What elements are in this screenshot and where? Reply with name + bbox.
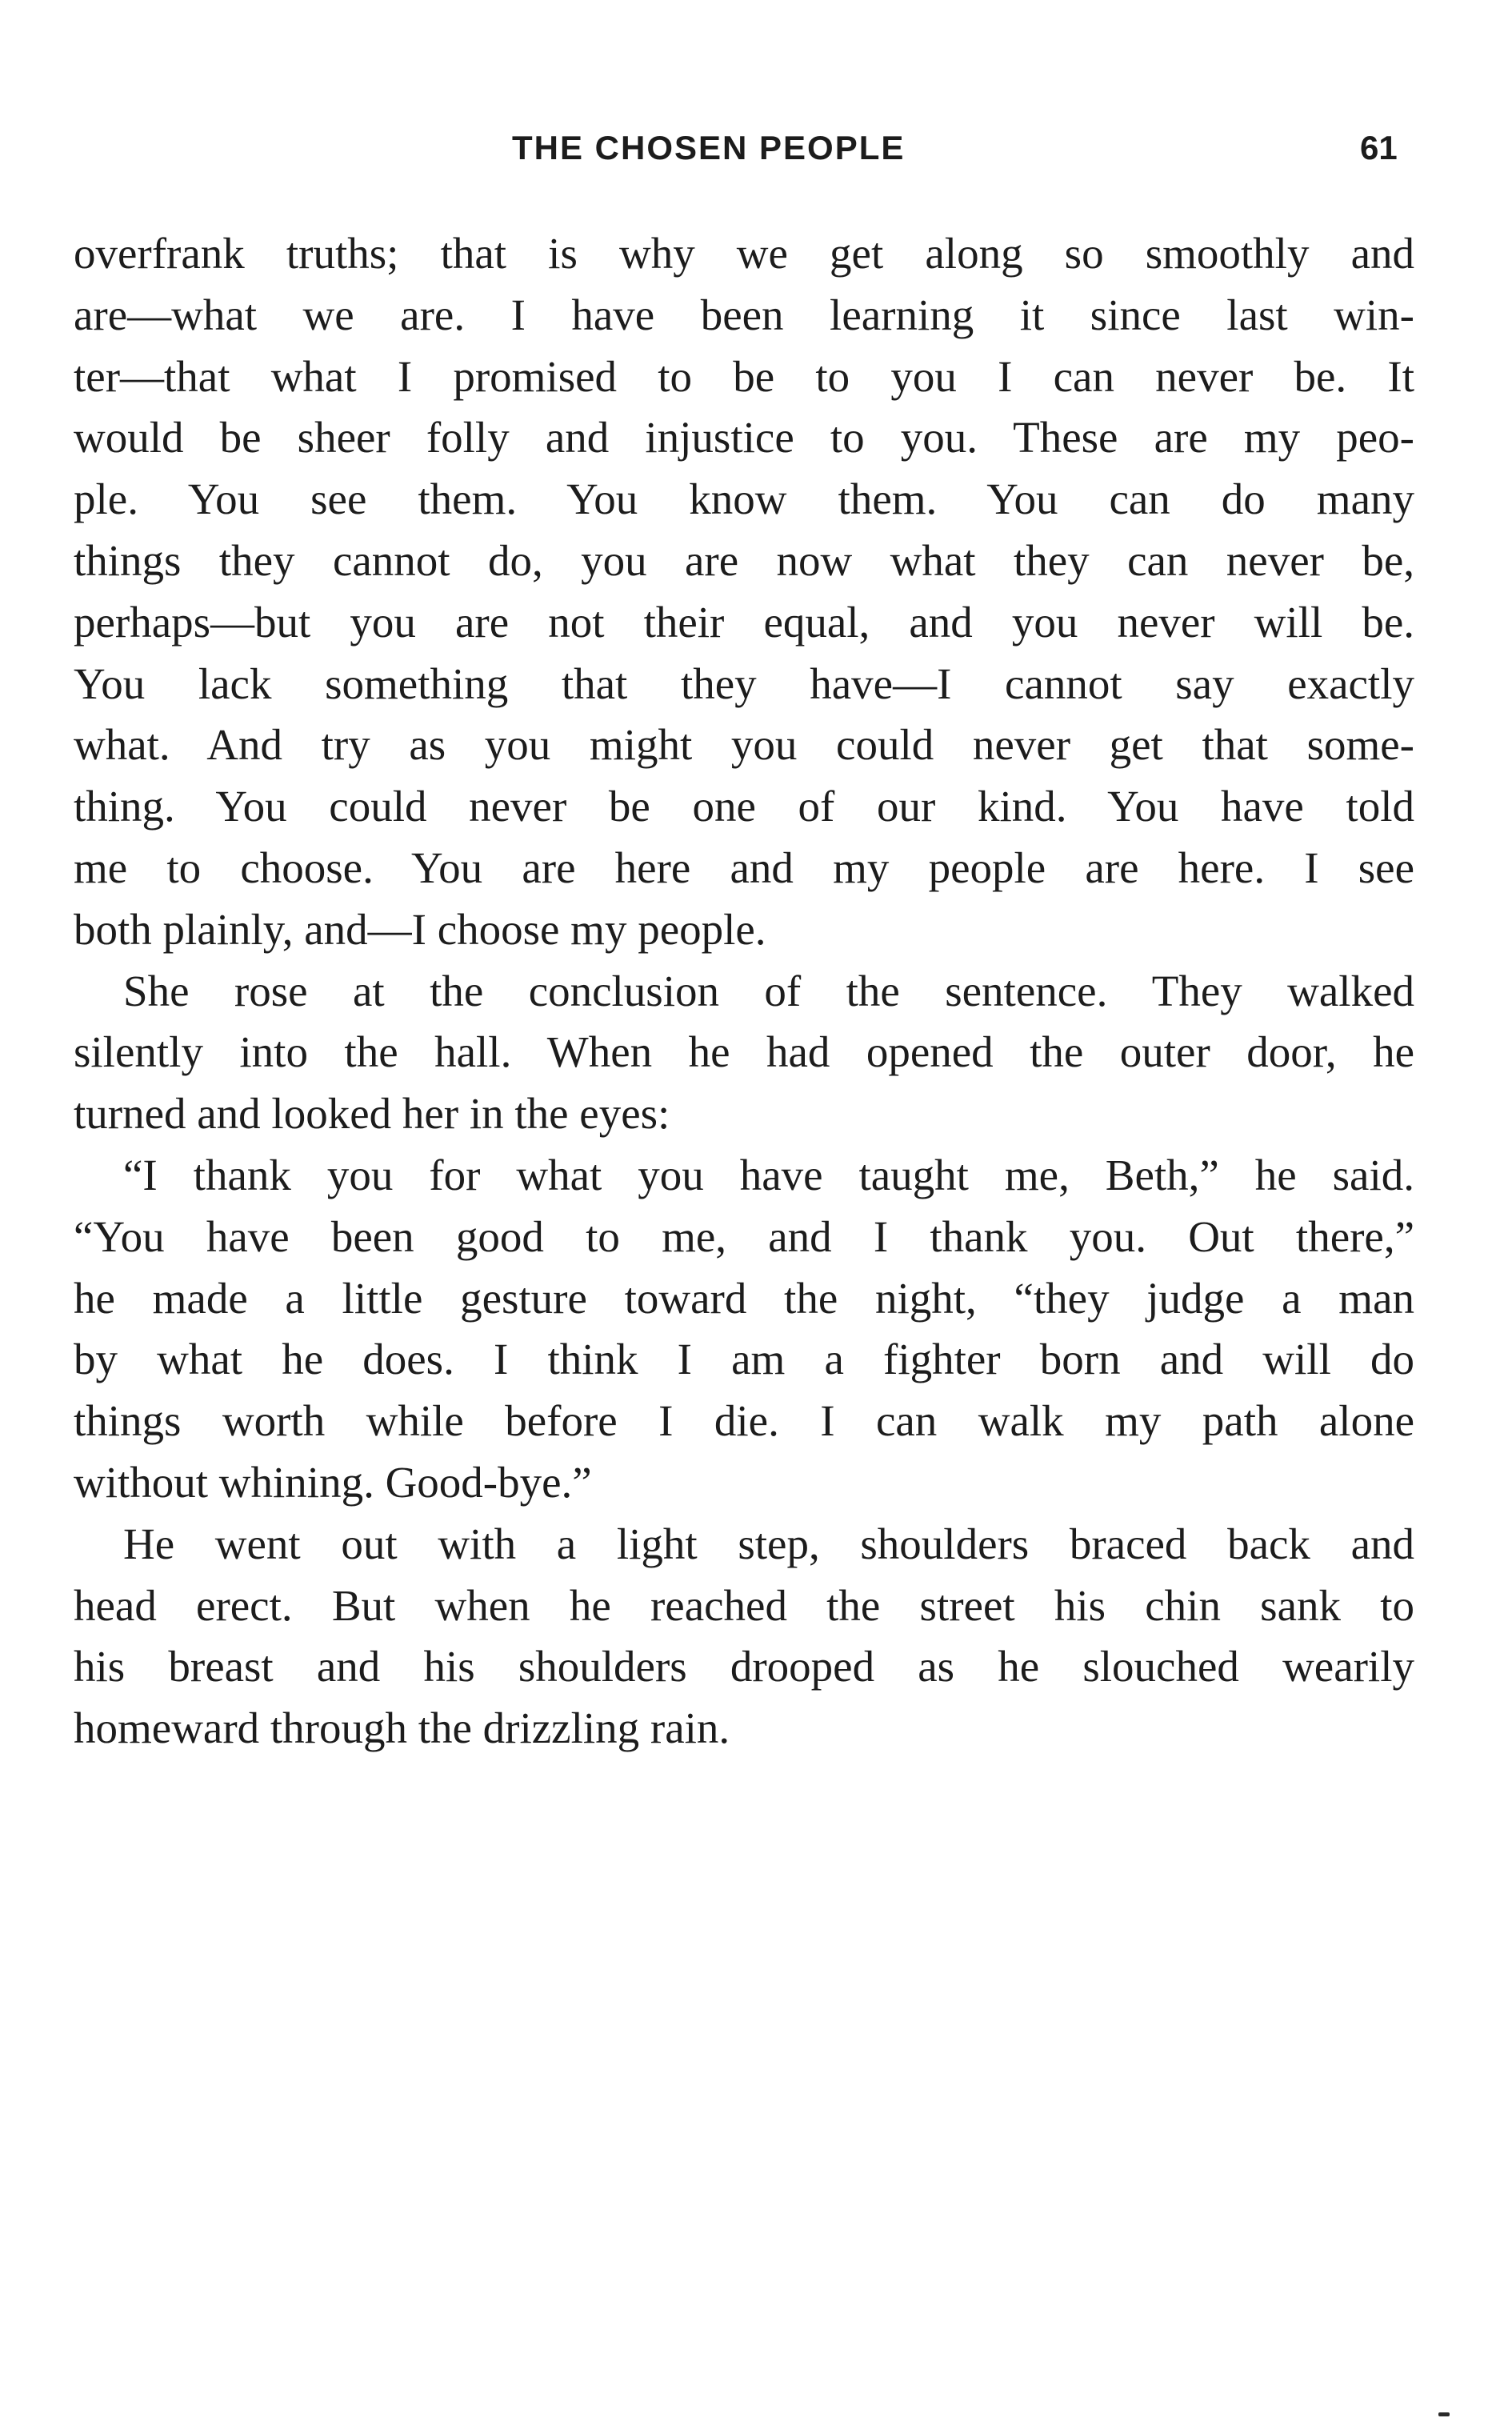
text-line: without whining. Good-bye.”: [74, 1457, 592, 1507]
text-line: would be sheer folly and injustice to you. These are my peo-: [74, 413, 1414, 462]
text-line: both plainly, and—I choose my people.: [74, 904, 766, 954]
text-line: are—what we are. I have been learning it since last win-: [74, 290, 1414, 339]
text-line: She rose at the conclusion of the sentence. They walked: [123, 966, 1414, 1015]
text-line: me to choose. You are here and my people are here. I see: [74, 843, 1414, 892]
text-line: head erect. But when he reached the street his chin sank to: [74, 1580, 1414, 1630]
body-text: [74, 223, 1414, 1759]
text-line: silently into the hall. When he had opened the outer door, he: [74, 1027, 1414, 1077]
page-number: 61: [1360, 129, 1398, 166]
text-line: overfrank truths; that is why we get along so smoothly and: [74, 229, 1414, 278]
print-mark: [1438, 2412, 1450, 2416]
text-line: “You have been good to me, and I thank you. Out there,”: [74, 1211, 1414, 1261]
text-line: You lack something that they have—I cannot say exactly: [74, 659, 1414, 708]
running-head: [0, 120, 1512, 176]
text-line: turned and looked her in the eyes:: [74, 1089, 670, 1139]
text-line: perhaps—but you are not their equal, and you never will be.: [74, 597, 1414, 647]
text-line: thing. You could never be one of our kind. You have told: [74, 782, 1414, 831]
text-line: homeward through the drizzling rain.: [74, 1703, 730, 1753]
text-line: ter—that what I promised to be to you I can never be. It: [74, 351, 1414, 401]
text-line: things they cannot do, you are now what they can never be,: [74, 535, 1414, 585]
text-line: by what he does. I think I am a fighter born and will do: [74, 1335, 1414, 1384]
text-line: his breast and his shoulders drooped as he slouched wearily: [74, 1642, 1414, 1691]
running-title: THE CHOSEN PEOPLE: [512, 129, 906, 166]
text-line: ple. You see them. You know them. You can do many: [74, 474, 1414, 524]
text-line: he made a little gesture toward the night, “they judge a man: [74, 1273, 1414, 1323]
text-line: “I thank you for what you have taught me, Beth,” he said.: [123, 1150, 1414, 1199]
text-line: He went out with a light step, shoulders braced back and: [123, 1519, 1414, 1568]
text-line: what. And try as you might you could never get that some-: [74, 720, 1414, 770]
text-line: things worth while before I die. I can walk my path alone: [74, 1396, 1414, 1446]
